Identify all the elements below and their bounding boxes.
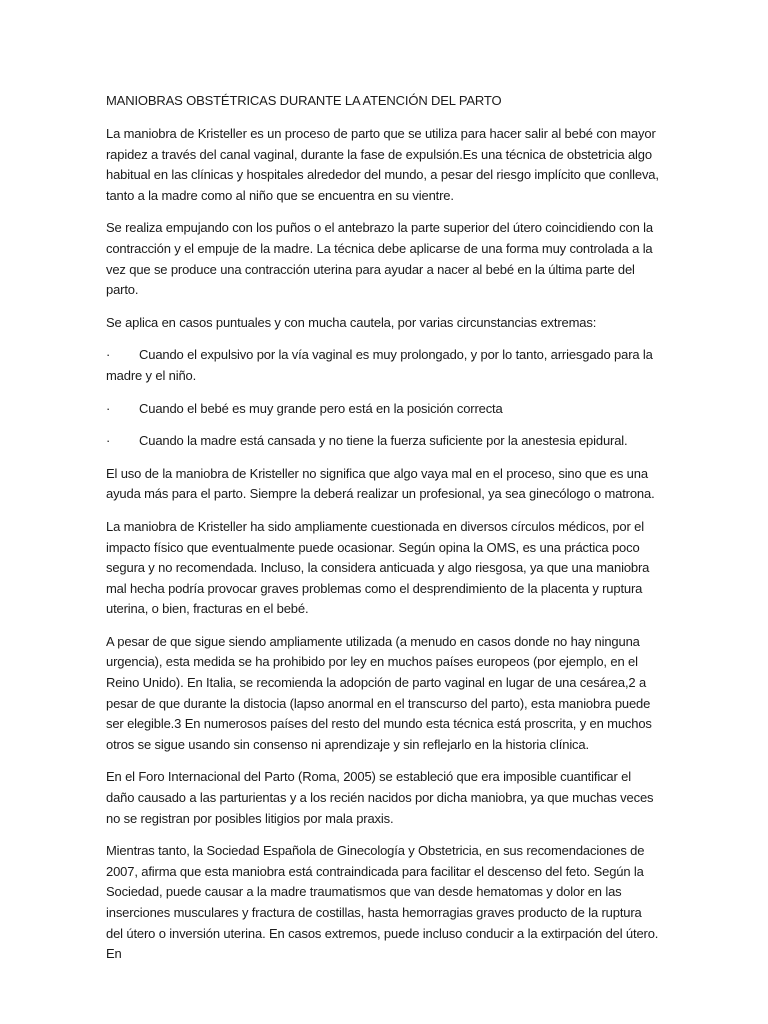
bullet-marker: ·	[106, 347, 111, 363]
paragraph: Se aplica en casos puntuales y con mucha cautela, por varias circunstancias extremas:	[106, 314, 597, 330]
document-body	[106, 91, 661, 977]
document-title: MANIOBRAS OBSTÉTRICAS DURANTE LA ATENCIÓN DEL PARTO	[106, 93, 502, 108]
paragraph: Se realiza empujando con los puños o el antebrazo la parte superior del útero coincidiendo con la contracción y el empuje de la madre. La técnica debe aplicarse de una forma muy controlada a la vez que se produce una contracción uterina para ayudar a nacer al bebé en la última parte del parto.	[106, 220, 653, 298]
paragraph: La maniobra de Kristeller es un proceso de parto que se utiliza para hacer salir al bebé con mayor rapidez a través del canal vaginal, durante la fase de expulsión.Es una técnica de obstetricia algo habitual en las clínicas y hospitales alrededor del mundo, a pesar del riesgo implícito que conlleva, tanto a la madre como al niño que se encuentra en su vientre.	[106, 126, 659, 203]
paragraph: A pesar de que sigue siendo ampliamente utilizada (a menudo en casos donde no hay ninguna urgencia), esta medida se ha prohibido por ley en muchos países europeos (por ejemplo, en el Reino Unido). En Italia, se recomienda la adopción de parto vaginal en lugar de una cesárea,2 a pesar de que durante la distocia (lapso anormal en el transcurso del parto), esta maniobra puede ser elegible.3 En numerosos países del resto del mundo esta técnica está proscrita, y en muchos otros se sigue usando sin consenso ni aprendizaje y sin reflejarlo en la historia clínica.	[106, 633, 652, 752]
bullet-item	[106, 345, 661, 386]
bullet-text: Cuando la madre está cansada y no tiene la fuerza suficiente por la anestesia epidural.	[139, 433, 628, 449]
paragraph: Mientras tanto, la Sociedad Española de Ginecología y Obstetricia, en sus recomendaciones de 2007, afirma que esta maniobra está contraindicada para facilitar el descenso del feto. Según la Sociedad, puede causar a la madre traumatismos que van desde hematomas y dolor en las inserciones musculares y fractura de costillas, hasta hemorragias graves producto de la ruptura del útero o inversión uterina. En casos extremos, puede incluso conducir a la extirpación del útero. En	[106, 843, 659, 962]
paragraph: El uso de la maniobra de Kristeller no significa que algo vaya mal en el proceso, sino que es una ayuda más para el parto. Siempre la deberá realizar un profesional, ya sea ginecólogo o matrona.	[106, 465, 655, 502]
bullet-marker: ·	[106, 400, 111, 416]
bullet-marker: ·	[106, 433, 111, 449]
bullet-text: Cuando el expulsivo por la vía vaginal es muy prolongado, y por lo tanto, arriesgado para la madre y el niño.	[106, 347, 653, 383]
paragraph: La maniobra de Kristeller ha sido ampliamente cuestionada en diversos círculos médicos, por el impacto físico que eventualmente puede ocasionar. Según opina la OMS, es una práctica poco segura y no recomendada. Incluso, la considera anticuada y algo riesgosa, ya que una maniobra mal hecha podría provocar graves problemas como el desprendimiento de la placenta y ruptura uterina, o bien, fracturas en el bebé.	[106, 518, 650, 617]
paragraph: En el Foro Internacional del Parto (Roma, 2005) se estableció que era imposible cuantificar el daño causado a las parturientas y a los recién nacidos por dicha maniobra, ya que muchas veces no se registran por posibles litigios por mala praxis.	[106, 769, 654, 826]
bullet-item	[106, 399, 661, 420]
bullet-text: Cuando el bebé es muy grande pero está en la posición correcta	[139, 400, 503, 416]
bullet-item	[106, 431, 661, 452]
